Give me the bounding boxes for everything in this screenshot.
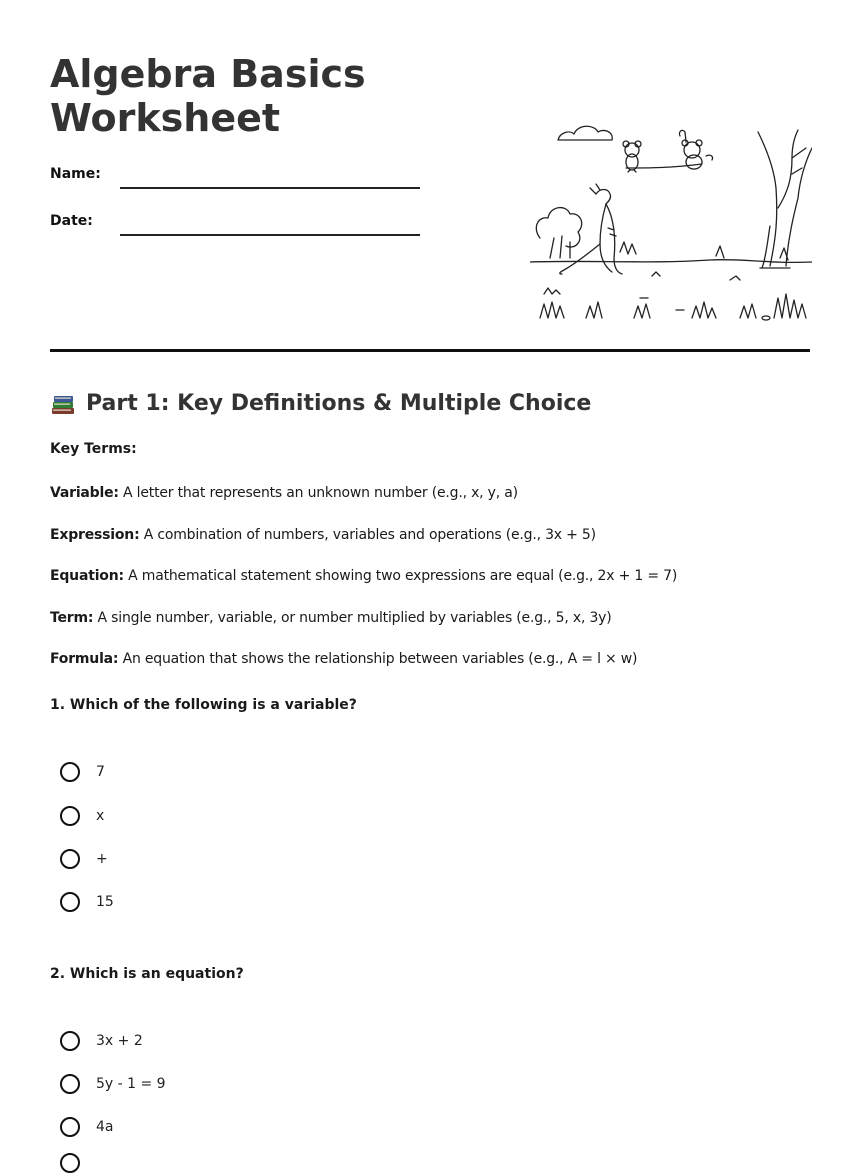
question-2-option[interactable]	[60, 1071, 166, 1097]
worksheet-page	[50, 0, 810, 1161]
option-label: 15	[96, 894, 114, 910]
radio-button[interactable]	[60, 1031, 80, 1051]
radio-button[interactable]	[60, 849, 80, 869]
key-terms-label: Key Terms:	[50, 441, 137, 457]
bush-icon	[536, 208, 581, 258]
option-label: 5y - 1 = 9	[96, 1076, 166, 1092]
name-label: Name:	[50, 166, 101, 182]
radio-button[interactable]	[60, 1153, 80, 1173]
term-definition: A mathematical statement showing two expressions are equal (e.g., 2x + 1 = 7)	[128, 568, 678, 584]
option-label: 4a	[96, 1119, 114, 1135]
gum-tree-icon	[758, 130, 812, 268]
date-label: Date:	[50, 213, 93, 229]
worksheet-title	[50, 52, 410, 140]
question-1-option[interactable]	[60, 846, 108, 872]
radio-button[interactable]	[60, 1074, 80, 1094]
term-name: Formula:	[50, 651, 119, 667]
section-title	[50, 388, 591, 420]
term-definition: A combination of numbers, variables and operations (e.g., 3x + 5)	[143, 527, 596, 543]
term-name: Equation:	[50, 568, 124, 584]
term-variable	[50, 483, 518, 503]
term-definition: A single number, variable, or number multiplied by variables (e.g., 5, x, 3y)	[97, 610, 612, 626]
question-2-text: 2. Which is an equation?	[50, 966, 244, 982]
term-definition: An equation that shows the relationship between variables (e.g., A = l × w)	[122, 651, 638, 667]
radio-button[interactable]	[60, 892, 80, 912]
question-2-option[interactable]	[60, 1028, 143, 1054]
option-label: 3x + 2	[96, 1033, 143, 1049]
outback-scene-illustration	[530, 118, 812, 330]
section-divider	[50, 349, 810, 352]
question-1-option[interactable]	[60, 889, 114, 915]
radio-button[interactable]	[60, 762, 80, 782]
date-field-line[interactable]	[120, 234, 420, 236]
radio-button[interactable]	[60, 1117, 80, 1137]
term-name: Expression:	[50, 527, 140, 543]
question-1-option[interactable]	[60, 803, 104, 829]
section-title-text: Part 1: Key Definitions & Multiple Choice	[86, 391, 592, 416]
koala-icon	[679, 130, 712, 169]
radio-button[interactable]	[60, 806, 80, 826]
pebble-icon	[762, 316, 770, 320]
question-2-option[interactable]	[60, 1150, 96, 1176]
term-equation	[50, 566, 677, 586]
ground-line	[530, 260, 812, 263]
option-label: 7	[96, 764, 105, 780]
question-1-text: 1. Which of the following is a variable?	[50, 697, 357, 713]
option-label: x	[96, 808, 105, 824]
term-definition: A letter that represents an unknown number (e.g., x, y, a)	[123, 485, 518, 501]
term-formula	[50, 649, 637, 669]
question-1-option[interactable]	[60, 759, 105, 785]
question-2-option[interactable]	[60, 1114, 114, 1140]
term-name: Term:	[50, 610, 94, 626]
name-field-line[interactable]	[120, 187, 420, 189]
option-label: +	[96, 851, 108, 867]
books-icon	[50, 391, 76, 417]
title-line-2: Worksheet	[50, 96, 281, 140]
title-line-1: Algebra Basics	[50, 52, 366, 96]
term-expression	[50, 525, 596, 545]
term-term	[50, 608, 612, 628]
term-name: Variable:	[50, 485, 119, 501]
kangaroo-icon	[560, 184, 622, 274]
cloud-icon	[558, 126, 612, 140]
